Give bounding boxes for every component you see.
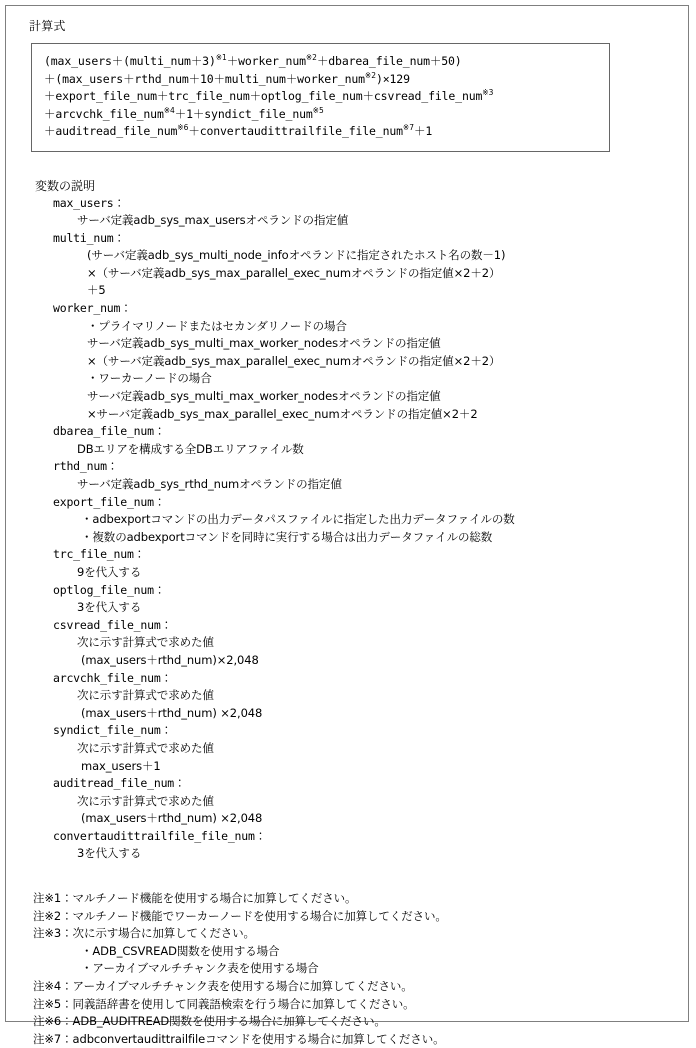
- variable-description: 3を代入する: [77, 600, 142, 615]
- formula-text: ＋dbarea_file_num＋50): [316, 54, 462, 68]
- footnote-marker: ※6: [177, 123, 189, 133]
- variable-description: 3を代入する: [77, 846, 142, 861]
- formula-text: ＋worker_num: [226, 54, 306, 68]
- variable-description: 次に示す計算式で求めた値: [77, 793, 214, 808]
- formula-text: ＋convertaudittrailfile_file_num: [188, 124, 403, 138]
- variable-name: arcvchk_file_num：: [53, 670, 172, 685]
- formula-text: ＋1: [413, 124, 433, 138]
- variable-description: サーバ定義adb_sys_multi_max_worker_nodesオペランドの指定値: [87, 389, 441, 404]
- variable-name: dbarea_file_num：: [53, 424, 166, 439]
- footnote-sub-item: ・アーカイブマルチチャンク表を使用する場合: [81, 961, 319, 976]
- footnote-marker: ※7: [402, 123, 414, 133]
- variable-description: max_users＋1: [81, 758, 161, 773]
- footnote-marker: ※3: [482, 88, 494, 98]
- page-content: [6, 6, 688, 1048]
- formula-line: [44, 71, 599, 89]
- formula-text: ＋1＋syndict_file_num: [174, 106, 313, 121]
- variable-description: サーバ定義adb_sys_rthd_numオペランドの指定値: [77, 477, 342, 491]
- footnotes-list: [33, 890, 688, 1048]
- variables-heading: 変数の説明: [35, 178, 96, 193]
- formula-text: )×129: [375, 71, 410, 86]
- footnote-item: 注※1：マルチノード機能を使用する場合に加算してください。: [33, 891, 357, 906]
- footnote-marker: ※4: [163, 105, 175, 115]
- footnote-item: 注※4：アーカイブマルチチャンク表を使用する場合に加算してください。: [33, 979, 413, 994]
- variable-name: syndict_file_num：: [53, 723, 172, 738]
- formula-text: (max_users＋(multi_num＋3): [44, 54, 216, 68]
- variable-description: ・adbexportコマンドの出力データパスファイルに指定した出力データファイルの数: [81, 512, 515, 527]
- variable-description-list: [29, 195, 688, 864]
- formula-text: ＋export_file_num＋trc_file_num＋optlog_file_num＋csvread_file_num: [44, 89, 483, 103]
- footnote-item: 注※5：同義語辞書を使用して同義語検索を行う場合に加算してください。: [33, 996, 415, 1011]
- section-title: 計算式: [29, 19, 66, 33]
- formula-line: [44, 123, 599, 141]
- variable-description: ×（サーバ定義adb_sys_max_parallel_exec_numオペランドの指定値×2＋2）: [87, 353, 501, 368]
- variable-description: (max_users＋rthd_num) ×2,048: [81, 705, 263, 720]
- footnote-item: 注※6：ADB_AUDITREAD関数を使用する場合に加算してください。: [33, 1014, 386, 1029]
- footnote-marker: ※2: [364, 70, 376, 80]
- formula-lines: [44, 53, 599, 141]
- footnote-marker: ※2: [305, 53, 317, 63]
- variable-description: ・ワーカーノードの場合: [87, 371, 212, 386]
- variable-description: サーバ定義adb_sys_max_usersオペランドの指定値: [77, 213, 349, 228]
- variable-description: (max_users＋rthd_num) ×2,048: [81, 811, 263, 826]
- variable-name: convertaudittrailfile_file_num：: [53, 828, 267, 843]
- footnote-item: 注※2：マルチノード機能でワーカーノードを使用する場合に加算してください。: [33, 908, 447, 923]
- variable-description: 次に示す計算式で求めた値: [77, 740, 214, 755]
- variable-description: ×（サーバ定義adb_sys_max_parallel_exec_numオペランドの指定値×2＋2）: [87, 265, 501, 280]
- variable-name: export_file_num：: [53, 494, 166, 509]
- variable-description: DBエリアを構成する全DBエリアファイル数: [77, 441, 304, 456]
- formula-line: [44, 106, 599, 124]
- variable-description: ・プライマリノードまたはセカンダリノードの場合: [87, 318, 347, 333]
- footnote-item: 注※7：adbconvertaudittrailfileコマンドを使用する場合に加算してください。: [33, 1031, 445, 1046]
- variable-name: worker_num：: [53, 301, 132, 316]
- variable-description: 次に示す計算式で求めた値: [77, 688, 214, 703]
- footnote-marker: ※5: [312, 105, 324, 115]
- variable-description: (max_users＋rthd_num)×2,048: [81, 652, 259, 667]
- variable-description: 9を代入する: [77, 564, 142, 579]
- document-page: [5, 5, 689, 1046]
- footnote-sub-item: ・ADB_CSVREAD関数を使用する場合: [81, 943, 280, 958]
- variable-name: multi_num：: [53, 230, 125, 245]
- variable-name: csvread_file_num：: [53, 617, 172, 632]
- variable-name: auditread_file_num：: [53, 776, 186, 791]
- variable-description: 次に示す計算式で求めた値: [77, 635, 214, 650]
- formula-box: [31, 43, 610, 152]
- variable-description: ×サーバ定義adb_sys_max_parallel_exec_numオペランドの指定値×2＋2: [87, 406, 478, 421]
- formula-line: [44, 53, 599, 71]
- variable-name: rthd_num：: [53, 459, 119, 474]
- footnote-marker: ※1: [215, 53, 227, 63]
- variable-description: ＋5: [87, 283, 106, 298]
- variable-name: max_users：: [53, 195, 125, 210]
- variable-description: ・複数のadbexportコマンドを同時に実行する場合は出力データファイルの総数: [81, 529, 493, 544]
- formula-line: [44, 88, 599, 106]
- variable-name: optlog_file_num：: [53, 582, 166, 597]
- footnote-item: 注※3：次に示す場合に加算してください。: [33, 926, 255, 941]
- formula-text: ＋auditread_file_num: [44, 124, 178, 138]
- variable-description: (サーバ定義adb_sys_multi_node_infoオペランドに指定されたホスト名の数－1): [87, 248, 506, 263]
- variable-description: サーバ定義adb_sys_multi_max_worker_nodesオペランドの指定値: [87, 336, 441, 351]
- formula-text: ＋arcvchk_file_num: [44, 106, 164, 121]
- formula-text: ＋(max_users＋rthd_num＋10＋multi_num＋worker_num: [44, 71, 365, 86]
- variable-name: trc_file_num：: [53, 547, 145, 562]
